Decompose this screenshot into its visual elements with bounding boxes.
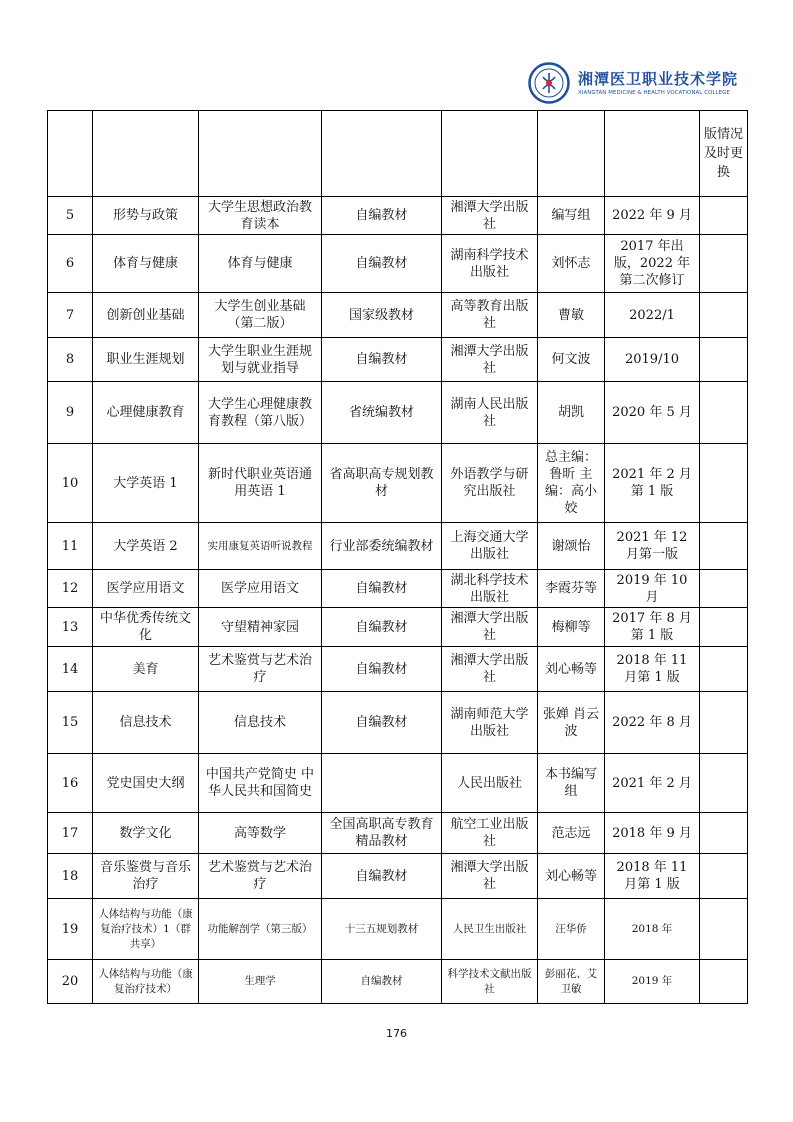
table-cell-course: 音乐鉴赏与音乐治疗: [93, 854, 199, 899]
table-cell-course: 心理健康教育: [93, 382, 199, 444]
table-cell-publisher: 湖南科学技术出版社: [442, 235, 538, 293]
table-row: [48, 608, 748, 647]
table-cell-note: [700, 754, 748, 813]
table-cell-date: 2021 年 2 月第 1 版: [605, 444, 700, 523]
table-cell-no: 10: [48, 444, 93, 523]
table-row: [48, 293, 748, 338]
table-cell-note: [700, 854, 748, 899]
page-number: 176: [386, 1027, 407, 1040]
table-cell-no: 8: [48, 338, 93, 382]
table-cell-note: [700, 608, 748, 647]
table-row: [48, 754, 748, 813]
table-cell-type: 自编教材: [322, 692, 442, 754]
table-cell-course: 医学应用语文: [93, 570, 199, 608]
table-row: [48, 338, 748, 382]
table-cell-type: 十三五规划教材: [322, 899, 442, 960]
table-cell-note: [700, 899, 748, 960]
table-cell-no: 15: [48, 692, 93, 754]
table-row: [48, 111, 748, 197]
table-cell-publisher: 湖北科学技术出版社: [442, 570, 538, 608]
textbook-table: [47, 110, 748, 1004]
table-cell-date: 2022 年 8 月: [605, 692, 700, 754]
table-cell-no: 11: [48, 523, 93, 570]
table-cell-type: 自编教材: [322, 235, 442, 293]
table-cell-textbook: 艺术鉴赏与艺术治疗: [199, 647, 322, 692]
table-cell-type: 自编教材: [322, 197, 442, 235]
table-cell-editor: 总主编：鲁昕 主编：高小姣: [538, 444, 605, 523]
table-cell-date: 2019 年: [605, 960, 700, 1004]
table-cell-type: 自编教材: [322, 960, 442, 1004]
table-cell-editor: 刘心畅等: [538, 647, 605, 692]
table-row: [48, 813, 748, 854]
table-cell-textbook: 大学生创业基础（第二版）: [199, 293, 322, 338]
table-cell-course: 大学英语 2: [93, 523, 199, 570]
table-cell-course: 职业生涯规划: [93, 338, 199, 382]
table-cell-textbook: 新时代职业英语通用英语 1: [199, 444, 322, 523]
table-row: [48, 899, 748, 960]
table-cell-editor: 彭丽花、艾卫敏: [538, 960, 605, 1004]
table-cell-note: [700, 235, 748, 293]
table-cell-date: 2021 年 12 月第一版: [605, 523, 700, 570]
table-cell-publisher: 外语教学与研究出版社: [442, 444, 538, 523]
table-cell-note: [700, 382, 748, 444]
table-cell-note: [700, 444, 748, 523]
table-cell-course: 体育与健康: [93, 235, 199, 293]
table-cell-textbook: 大学生思想政治教育读本: [199, 197, 322, 235]
table-cell-publisher: 航空工业出版社: [442, 813, 538, 854]
college-emblem-icon: [528, 62, 570, 104]
table-cell-course: 人体结构与功能（康复治疗技术）1（群共享）: [93, 899, 199, 960]
table-cell-type: 自编教材: [322, 854, 442, 899]
table-cell-editor: 汪华侨: [538, 899, 605, 960]
table-cell-textbook: 医学应用语文: [199, 570, 322, 608]
table-cell-date: 2022/1: [605, 293, 700, 338]
table-cell-type: 自编教材: [322, 570, 442, 608]
table-cell-course: 中华优秀传统文化: [93, 608, 199, 647]
table-cell-no: 13: [48, 608, 93, 647]
table-cell-note: [700, 960, 748, 1004]
table-row: [48, 570, 748, 608]
table-cell-course: 党史国史大纲: [93, 754, 199, 813]
table-cell-course: 创新创业基础: [93, 293, 199, 338]
table-cell-type: 省高职高专规划教材: [322, 444, 442, 523]
table-cell-note: [700, 197, 748, 235]
table-cell-type: 自编教材: [322, 608, 442, 647]
table-cell-date: 2022 年 9 月: [605, 197, 700, 235]
table-cell-textbook: 大学生职业生涯规划与就业指导: [199, 338, 322, 382]
table-cell-editor: 胡凯: [538, 382, 605, 444]
table-row: [48, 444, 748, 523]
table-row: [48, 197, 748, 235]
table-cell-no: 16: [48, 754, 93, 813]
table-cell-course: 大学英语 1: [93, 444, 199, 523]
table-cell-publisher: 湘潭大学出版社: [442, 647, 538, 692]
table-cell-type: 国家级教材: [322, 293, 442, 338]
table-cell-date: 2018 年 9 月: [605, 813, 700, 854]
table-cell-date: 2017 年 8 月第 1 版: [605, 608, 700, 647]
table-cell-editor: 谢颂怡: [538, 523, 605, 570]
table-cell-note: [700, 813, 748, 854]
table-cell-date: 2018 年 11 月第 1 版: [605, 854, 700, 899]
table-cell-textbook: 守望精神家园: [199, 608, 322, 647]
table-cell-type: 全国高职高专教育精品教材: [322, 813, 442, 854]
table-cell-publisher: 高等教育出版社: [442, 293, 538, 338]
table-cell-no: 20: [48, 960, 93, 1004]
table-cell-course: 数学文化: [93, 813, 199, 854]
table-cell-textbook: 中国共产党简史 中华人民共和国简史: [199, 754, 322, 813]
table-cell-publisher: 湖南师范大学出版社: [442, 692, 538, 754]
table-cell-publisher: 科学技术文献出版社: [442, 960, 538, 1004]
table-cell-editor: 张婵 肖云波: [538, 692, 605, 754]
table-cell-date: 2020 年 5 月: [605, 382, 700, 444]
table-cell-no: 14: [48, 647, 93, 692]
table-cell-type: [322, 754, 442, 813]
table-cell-date: 2018 年: [605, 899, 700, 960]
table-cell-no: 7: [48, 293, 93, 338]
table-cell-no: 5: [48, 197, 93, 235]
table-cell-editor: 梅柳等: [538, 608, 605, 647]
table-cell-note: [700, 293, 748, 338]
table-cell-textbook: 大学生心理健康教育教程（第八版）: [199, 382, 322, 444]
table-cell-type: 自编教材: [322, 647, 442, 692]
table-row: [48, 647, 748, 692]
table-cell-publisher: 人民卫生出版社: [442, 899, 538, 960]
table-cell-note: [700, 523, 748, 570]
table-cell-date: 2019 年 10 月: [605, 570, 700, 608]
table-cell-no: 12: [48, 570, 93, 608]
table-cell-publisher: 人民出版社: [442, 754, 538, 813]
table-cell-date: 2017 年出版，2022 年第二次修订: [605, 235, 700, 293]
table-cell-textbook: 生理学: [199, 960, 322, 1004]
table-cell-publisher: 湘潭大学出版社: [442, 338, 538, 382]
table-cell-date: 2021 年 2 月: [605, 754, 700, 813]
table-cell-publisher: 湘潭大学出版社: [442, 854, 538, 899]
table-cell-note: [700, 692, 748, 754]
table-cell-editor: 曹敏: [538, 293, 605, 338]
table-row: [48, 235, 748, 293]
table-cell-no: 19: [48, 899, 93, 960]
table-cell-editor: 刘心畅等: [538, 854, 605, 899]
table-cell-no: 6: [48, 235, 93, 293]
college-name-en: XIANGTAN MEDICINE & HEALTH VOCATIONAL COLLEGE: [578, 90, 730, 96]
table-cell-editor: 编写组: [538, 197, 605, 235]
table-row: [48, 692, 748, 754]
college-logo: [528, 62, 739, 108]
college-name: 湘潭医卫职业技术学院: [578, 70, 739, 88]
table-cell-editor: 本书编写组: [538, 754, 605, 813]
table-cell-publisher: 上海交通大学出版社: [442, 523, 538, 570]
table-cell-publisher: 湘潭大学出版社: [442, 197, 538, 235]
table-cell-note: 版情况及时更换: [700, 111, 748, 197]
table-cell-date: 2019/10: [605, 338, 700, 382]
table-cell-type: 自编教材: [322, 338, 442, 382]
table-cell-course: 信息技术: [93, 692, 199, 754]
table-cell-no: 18: [48, 854, 93, 899]
table-row: [48, 523, 748, 570]
table-cell-editor: 何文波: [538, 338, 605, 382]
table-cell-textbook: 体育与健康: [199, 235, 322, 293]
table-cell-date: 2018 年 11 月第 1 版: [605, 647, 700, 692]
table-cell-textbook: 信息技术: [199, 692, 322, 754]
table-row: [48, 854, 748, 899]
table-row: [48, 960, 748, 1004]
table-cell-note: [700, 338, 748, 382]
table-cell-textbook: 高等数学: [199, 813, 322, 854]
table-cell-course: 美育: [93, 647, 199, 692]
table-cell-course: 形势与政策: [93, 197, 199, 235]
table-cell-textbook: 功能解剖学（第三版）: [199, 899, 322, 960]
table-cell-editor: 李霞芬等: [538, 570, 605, 608]
table-cell-publisher: 湖南人民出版社: [442, 382, 538, 444]
table-cell-editor: 刘怀志: [538, 235, 605, 293]
table-row: [48, 382, 748, 444]
table-cell-type: 省统编教材: [322, 382, 442, 444]
table-cell-note: [700, 570, 748, 608]
table-cell-no: 9: [48, 382, 93, 444]
table-cell-textbook: 艺术鉴赏与艺术治疗: [199, 854, 322, 899]
table-cell-type: 行业部委统编教材: [322, 523, 442, 570]
table-cell-course: 人体结构与功能（康复治疗技术）: [93, 960, 199, 1004]
table-cell-editor: 范志远: [538, 813, 605, 854]
table-cell-note: [700, 647, 748, 692]
table-cell-no: 17: [48, 813, 93, 854]
table-cell-publisher: 湘潭大学出版社: [442, 608, 538, 647]
table-cell-textbook: 实用康复英语听说教程: [199, 523, 322, 570]
